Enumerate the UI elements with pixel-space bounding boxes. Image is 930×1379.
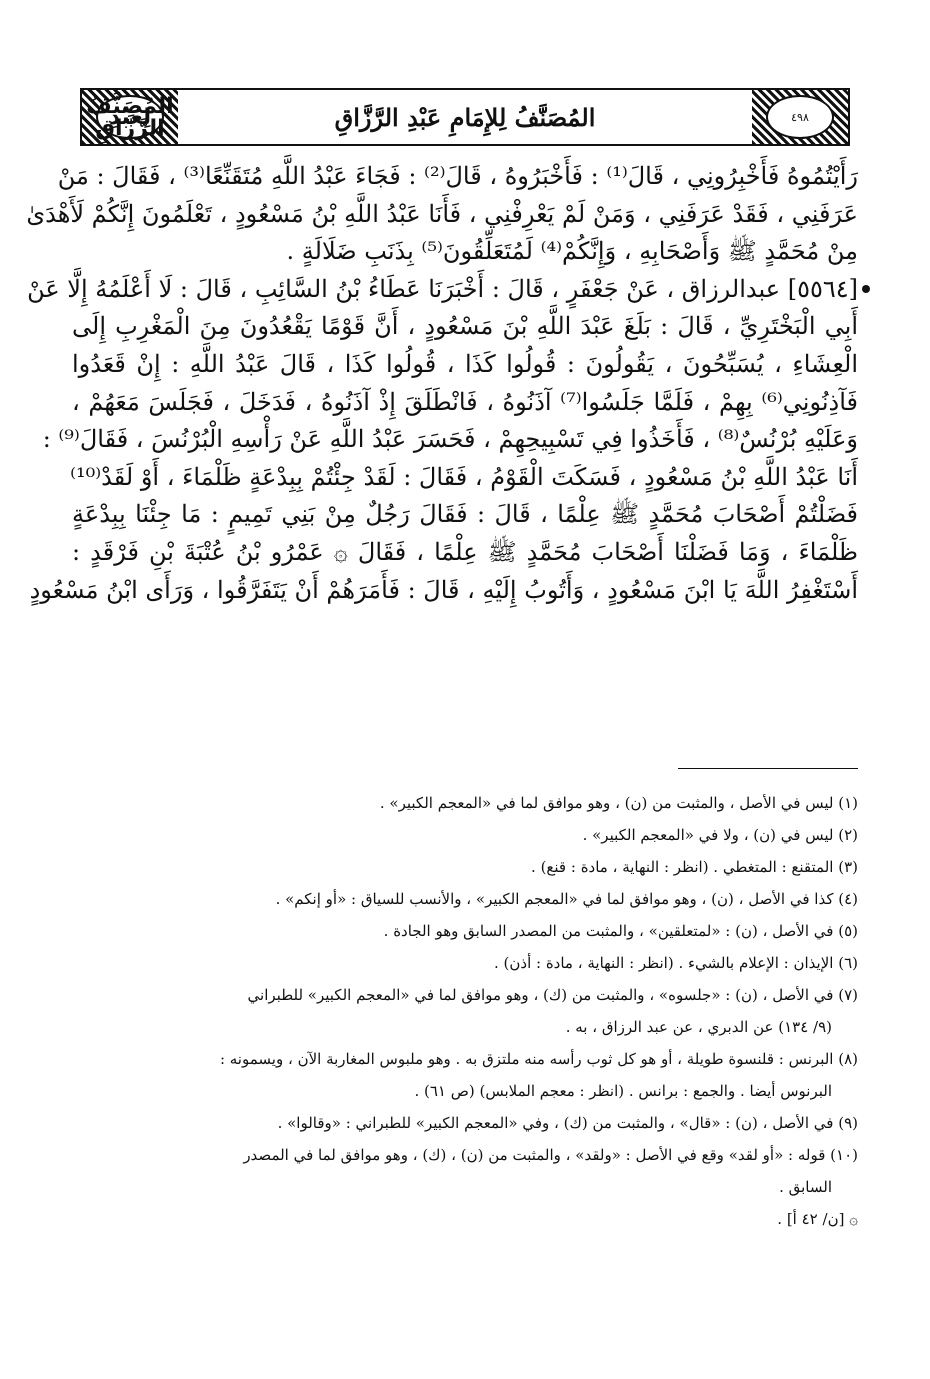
- footnote-continuation: السابق .: [779, 1178, 832, 1196]
- page-number-ornament: [752, 90, 848, 144]
- footnote: (٥) في الأصل ، (ن) : «لمتعلقين» ، والمثبت من المصدر السابق وهو الجادة .: [383, 922, 858, 940]
- book-title: المُصَنَّفُ لِلإِمَامِ عَبْدِ الرَّزَّاقِ: [334, 102, 596, 132]
- footnotes: [72, 787, 858, 1235]
- text-line: الْعِشَاءِ ، يُسَبِّحُونَ ، يَقُولُونَ : قُولُوا كَذَا ، قُولُوا كَذَا ، قَالَ عَبْدُ اللَّهِ : إِنْ قَعَدُوا: [72, 349, 858, 378]
- footnote-divider: [678, 768, 858, 769]
- text-line: رَأَيْتُمُوهُ فَأَخْبِرُونِي ، قَالَ⁽¹⁾ : فَأَخْبَرُوهُ ، قَالَ⁽²⁾ : فَجَاءَ عَبْدُ اللَّهِ مُتَقَنِّعًا⁽³⁾ ، فَقَالَ : مَنْ: [57, 162, 858, 190]
- manuscript-page-marker: ۞ [ن/ ٤٢ أ] .: [777, 1210, 858, 1228]
- footnote-continuation: (٩/ ١٣٤) عن الدبري ، عن عبد الرزاق ، به .: [565, 1018, 832, 1036]
- footnote: (٩) في الأصل ، (ن) : «قال» ، والمثبت من (ك) ، وفي «المعجم الكبير» للطبراني : «وقالوا» .: [277, 1114, 858, 1132]
- hadith-bullet-icon: [862, 285, 870, 293]
- footnote-continuation: البرنوس أيضا . والجمع : برانس . (انظر : معجم الملابس) (ص ٦١) .: [414, 1082, 832, 1100]
- page-number: ٤٩٨: [766, 95, 834, 139]
- text-line: أَنَا عَبْدُ اللَّهِ بْنُ مَسْعُودٍ ، فَسَكَتَ الْقَوْمُ ، فَقَالَ : لَقَدْ جِئْتُمْ بِبِدْعَةٍ ظَلْمَاءَ ، أَوْ لَقَدْ⁽¹⁰⁾: [70, 462, 858, 491]
- footnote: (٣) المتقنع : المتغطي . (انظر : النهاية ، مادة : قنع) .: [531, 858, 858, 876]
- hadith-start-line: [27, 271, 858, 309]
- running-header: [80, 88, 850, 146]
- book-seal-ornament: [82, 90, 178, 144]
- text-line: ظَلْمَاءَ ، وَمَا فَضَلْنَا أَصْحَابَ مُحَمَّدٍ ﷺ عِلْمًا ، فَقَالَ ۞ عَمْرُو بْنُ عُتْبَةَ بْنِ فَرْقَدٍ :: [72, 537, 858, 566]
- text-line: عَرَفَنِي ، فَقَدْ عَرَفَنِي ، وَمَنْ لَمْ يَعْرِفْنِي ، فَأَنَا عَبْدُ اللَّهِ بْنُ مَسْعُودٍ ، تَعْلَمُونَ إِنَّكُمْ لَأَهْدَىٰ: [26, 199, 858, 228]
- text-line: أَسْتَغْفِرُ اللَّهَ يَا ابْنَ مَسْعُودٍ ، وَأَتُوبُ إِلَيْهِ ، قَالَ : فَأَمَرَهُمْ أَنْ يَتَفَرَّقُوا ، وَرَأَى ابْنُ مَسْعُودٍ: [29, 575, 858, 604]
- hadith-text: [26, 158, 858, 609]
- text-line: فَضَلْتُمْ أَصْحَابَ مُحَمَّدٍ ﷺ عِلْمًا ، قَالَ : فَقَالَ رَجُلٌ مِنْ بَنِي تَمِيمٍ : مَا جِئْنَا بِبِدْعَةٍ: [72, 500, 858, 529]
- text-line: أَبِي الْبَخْتَرِيِّ ، قَالَ : بَلَغَ عَبْدَ اللَّهِ بْنَ مَسْعُودٍ ، أَنَّ قَوْمًا يَقْعُدُونَ مِنَ الْمَغْرِبِ إِلَى: [72, 312, 858, 341]
- footnote: (٧) في الأصل ، (ن) : «جلسوه» ، والمثبت من (ك) ، وهو موافق لما في «المعجم الكبير» للطبراني: [247, 986, 858, 1004]
- footnote: (٨) البرنس : قلنسوة طويلة ، أو هو كل ثوب رأسه منه ملتزق به . وهو ملبوس المغاربة الآن ، ويسمونه :: [219, 1050, 858, 1068]
- footnote: (٢) ليس في (ن) ، ولا في «المعجم الكبير» .: [582, 826, 858, 844]
- footnote: (٦) الإيذان : الإعلام بالشيء . (انظر : النهاية ، مادة : أذن) .: [493, 954, 858, 972]
- footnote: (١) ليس في الأصل ، والمثبت من (ن) ، وهو موافق لما في «المعجم الكبير» .: [379, 794, 858, 812]
- text-line: فَآذِنُونِي⁽⁶⁾ بِهِمْ ، فَلَمَّا جَلَسُوا⁽⁷⁾ آذَنُوهُ ، فَانْطَلَقَ إِذْ آذَنُوهُ ، فَدَخَلَ ، فَجَلَسَ مَعَهُمْ ،: [72, 387, 858, 416]
- text-line: مِنْ مُحَمَّدٍ ﷺ وَأَصْحَابِهِ ، وَإِنَّكُمْ⁽⁴⁾ لَمُتَعَلِّقُونَ⁽⁵⁾ بِذَنَبِ ضَلَالَةٍ .: [286, 237, 858, 266]
- book-seal: المُصَنَّفُ لِعَبْدِ الرَّزَّاقِ: [86, 93, 174, 141]
- text-line: وَعَلَيْهِ بُرْنُسٌ⁽⁸⁾ ، فَأَخَذُوا فِي تَسْبِيحِهِمْ ، فَحَسَرَ عَبْدُ اللَّهِ عَنْ رَأْسِهِ الْبُرْنُسَ ، فَقَالَ⁽⁹⁾ :: [42, 425, 858, 454]
- footnote: (٤) كذا في الأصل ، (ن) ، وهو موافق لما في «المعجم الكبير» ، والأنسب للسياق : «أو إنكم» .: [275, 890, 858, 908]
- footnote: (١٠) قوله : «أو لقد» وقع في الأصل : «ولقد» ، والمثبت من (ن) ، (ك) ، وهو موافق لما في المصدر: [243, 1146, 858, 1164]
- text-line: [٥٥٦٤] عبدالرزاق ، عَنْ جَعْفَرٍ ، قَالَ : أَخْبَرَنَا عَطَاءُ بْنُ السَّائِبِ ، قَالَ : لَا أَعْلَمُهُ إِلَّا عَنْ: [27, 274, 858, 303]
